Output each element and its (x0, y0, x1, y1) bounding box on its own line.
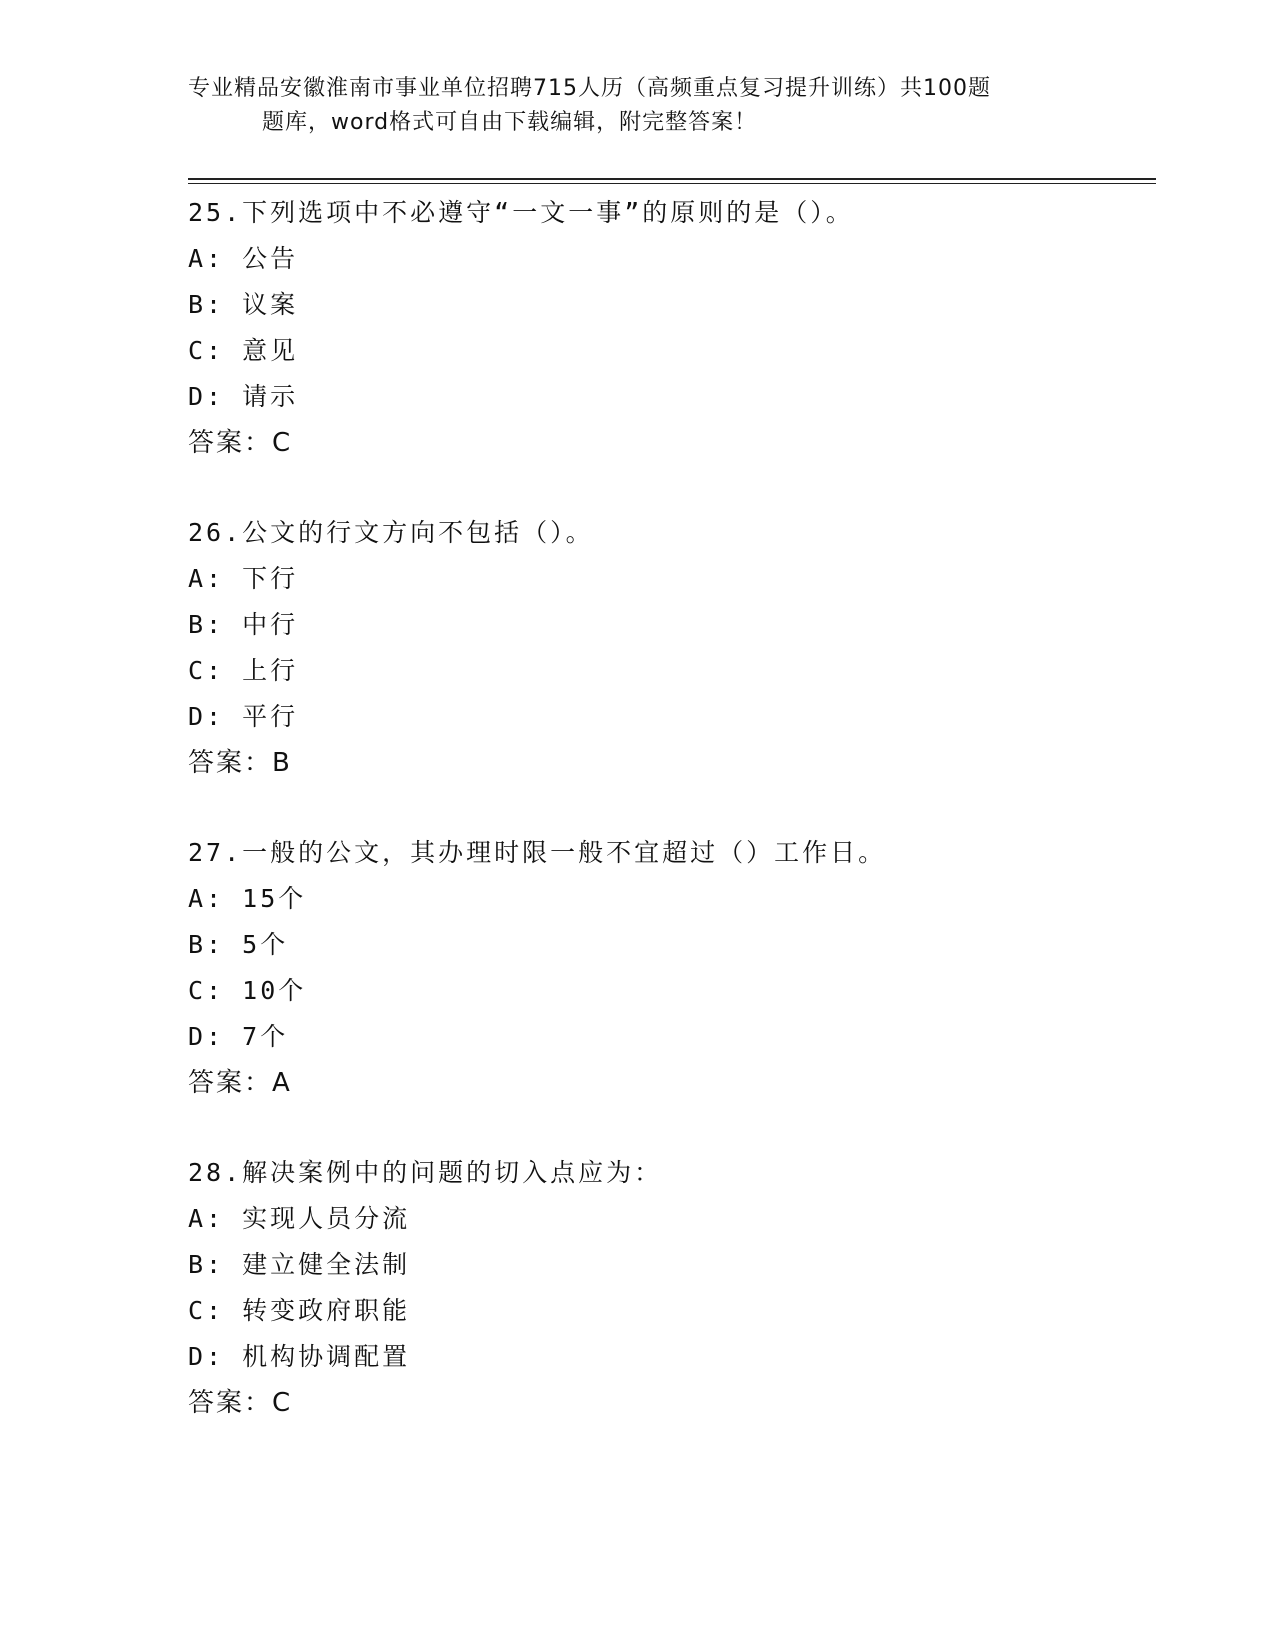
option-d: D: 7个 (188, 1022, 289, 1051)
answer-line: 答案：A (188, 1068, 292, 1098)
question-spacer (188, 466, 1148, 510)
option-d: D: 请示 (188, 382, 299, 411)
document-header (188, 72, 1088, 140)
answer-line: 答案：B (188, 748, 292, 778)
option-a: A: 15个 (188, 884, 307, 913)
option-d: D: 平行 (188, 702, 299, 731)
option-b: B: 建立健全法制 (188, 1250, 411, 1279)
question-27 (188, 830, 1148, 1106)
option-c: C: 10个 (188, 976, 307, 1005)
option-c: C: 意见 (188, 336, 299, 365)
option-a: A: 实现人员分流 (188, 1204, 411, 1233)
option-b: B: 中行 (188, 610, 299, 639)
option-d: D: 机构协调配置 (188, 1342, 411, 1371)
header-divider-thick (188, 178, 1156, 180)
option-b: B: 议案 (188, 290, 299, 319)
question-26 (188, 510, 1148, 786)
question-stem: 27.一般的公文，其办理时限一般不宜超过（）工作日。 (188, 838, 887, 867)
question-spacer (188, 786, 1148, 830)
option-b: B: 5个 (188, 930, 289, 959)
question-stem: 28.解决案例中的问题的切入点应为： (188, 1158, 663, 1187)
header-divider-thin (188, 183, 1156, 184)
option-a: A: 下行 (188, 564, 299, 593)
header-title-line2: 题库，word格式可自由下载编辑，附完整答案！ (262, 110, 758, 135)
option-c: C: 转变政府职能 (188, 1296, 411, 1325)
answer-line: 答案：C (188, 428, 293, 458)
answer-line: 答案：C (188, 1388, 293, 1418)
option-a: A: 公告 (188, 244, 299, 273)
option-c: C: 上行 (188, 656, 299, 685)
question-stem: 25.下列选项中不必遵守“一文一事”的原则的是（）。 (188, 198, 854, 227)
question-stem: 26.公文的行文方向不包括（）。 (188, 518, 594, 547)
question-28 (188, 1150, 1148, 1426)
question-25 (188, 190, 1148, 466)
header-title-line1: 专业精品安徽淮南市事业单位招聘715人历（高频重点复习提升训练）共100题 (188, 76, 991, 101)
question-list (188, 190, 1148, 1426)
question-spacer (188, 1106, 1148, 1150)
